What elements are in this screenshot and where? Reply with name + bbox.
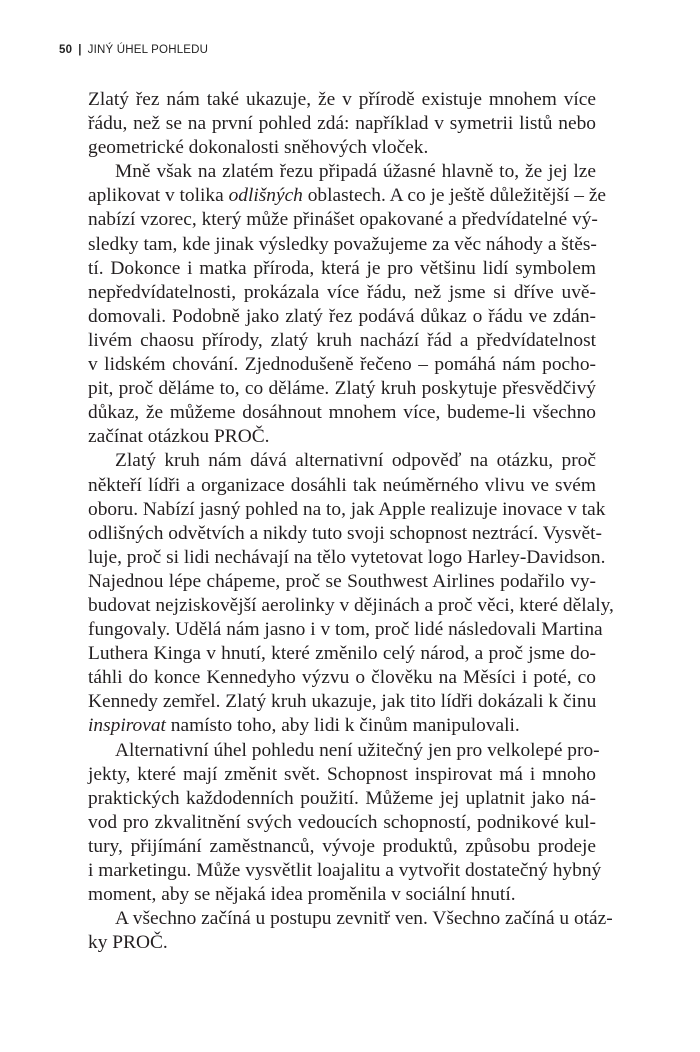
text-line: Kennedy zemřel. Zlatý kruh ukazuje, jak tito lídři dokázali k činu — [88, 691, 597, 713]
running-header — [59, 44, 208, 56]
text-line: řádu, než se na první pohled zdá: například v symetrii listů nebo — [88, 113, 596, 135]
text-line: Zlatý kruh nám dává alternativní odpověď na otázku, proč — [115, 450, 596, 472]
text-line: domovali. Podobně jako zlatý řez podává důkaz o řádu ve zdán- — [88, 305, 596, 327]
text-line: sledky tam, kde jinak výsledky považujeme za věc náhody a štěs- — [88, 233, 597, 255]
text-line: budovat nejziskovější aerolinky v dějinách a proč věci, které dělaly, — [88, 594, 614, 616]
text-line: tury, přijímání zaměstnanců, vývoje produktů, způsobu prodeje — [88, 835, 596, 857]
text-line: ky PROČ. — [88, 932, 168, 954]
chapter-title: JINÝ ÚHEL POHLEDU — [87, 44, 209, 56]
text-line: jekty, které mají změnit svět. Schopnost inspirovat má i mnoho — [88, 763, 596, 785]
text-line: nepředvídatelnosti, prokázala více řádu, než jsme si dříve uvě- — [88, 281, 596, 303]
text-line: začínat otázkou PROČ. — [88, 426, 270, 448]
text-line: A všechno začíná u postupu zevnitř ven. Všechno začíná u otáz- — [115, 908, 613, 930]
text-line: inspirovat namísto toho, aby lidi k činům manipulovali. — [88, 715, 520, 737]
text-line: livém chaosu přírody, zlatý kruh nachází řád a předvídatelnost — [88, 329, 596, 351]
text-line: v lidském chování. Zjednodušeně řečeno – pomáhá nám pocho- — [88, 354, 596, 376]
text-line: i marketingu. Může vysvětlit loajalitu a vytvořit dostatečný hybný — [88, 860, 602, 881]
page-number: 50 — [59, 44, 73, 56]
text-line: luje, proč si lidi nechávají na tělo vytetovat logo Harley-Davidson. — [88, 546, 606, 568]
paragraph — [88, 907, 613, 955]
text-line: Najednou lépe chápeme, proč se Southwest Airlines podařilo vy- — [88, 570, 596, 592]
emphasis: odlišných — [228, 185, 303, 207]
paragraph — [88, 739, 602, 908]
text-line: důkaz, že můžeme dosáhnout mnohem více, budeme-li všechno — [88, 402, 596, 424]
text-line: oboru. Nabízí jasný pohled na to, jak Apple realizuje inovace v tak — [88, 498, 606, 520]
paragraph — [88, 449, 614, 738]
text-line: aplikovat v tolika odlišných oblastech. A co je ještě důležitější – že — [88, 185, 607, 207]
text-line: Zlatý řez nám také ukazuje, že v přírodě existuje mnohem více — [88, 89, 596, 110]
text-line: Mně však na zlatém řezu připadá úžasné hlavně to, že jej lze — [115, 161, 596, 183]
paragraph — [88, 160, 607, 449]
text-line: nabízí vzorec, který může přinášet opakované a předvídatelné vý- — [88, 209, 598, 231]
emphasis: inspirovat — [88, 715, 166, 737]
text-line: pit, proč děláme to, co děláme. Zlatý kruh poskytuje přesvědčivý — [88, 378, 596, 400]
text-line: praktických každodenních použití. Můžeme jej uplatnit jako ná- — [88, 787, 596, 809]
paragraph — [88, 88, 596, 160]
text-line: Alternativní úhel pohledu není užitečný jen pro velkolepé pro- — [115, 739, 600, 761]
text-line: moment, aby se nějaká idea proměnila v sociální hnutí. — [88, 884, 516, 906]
body-text — [88, 88, 614, 955]
text-line: vod pro zkvalitnění svých vedoucích schopností, podnikové kul- — [88, 811, 596, 833]
text-line: geometrické dokonalosti sněhových vloček. — [88, 137, 429, 159]
text-line: Luthera Kinga v hnutí, které změnilo celý národ, a proč jsme do- — [88, 643, 596, 665]
header-separator: | — [78, 44, 82, 56]
text-line: táhli do konce Kennedyho výzvu o člověku na Měsíci i poté, co — [88, 667, 596, 689]
text-line: tí. Dokonce i matka příroda, která je pro většinu lidí symbolem — [88, 257, 596, 279]
text-line: odlišných odvětvích a nikdy tuto svoji schopnost neztrácí. Vysvět- — [88, 522, 602, 544]
text-line: někteří lídři a organizace dosáhli tak neúměrného vlivu ve svém — [88, 474, 596, 496]
text-line: fungovaly. Udělá nám jasno i v tom, proč lidé následovali Martina — [88, 619, 603, 641]
